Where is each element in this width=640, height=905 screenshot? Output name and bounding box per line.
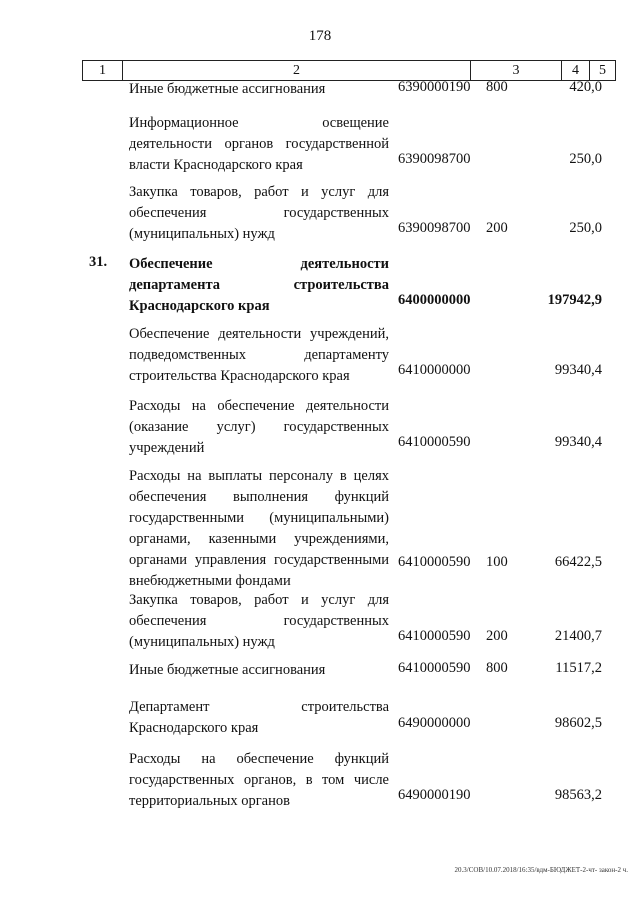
row-text: Расходы на выплаты персоналу в целях обеспечения выполнения функций государственными (муниципальными) органами, казенными учреждениями, органами управления государственными внебюджетными фондами bbox=[129, 468, 389, 589]
column-header-5: 5 bbox=[589, 61, 616, 80]
row-code: 6390000190 bbox=[398, 79, 471, 95]
row-text: Иные бюджетные ассигнования bbox=[129, 81, 326, 97]
row-text: Обеспечение деятельности департамента строительства Краснодарского края bbox=[129, 256, 389, 314]
row-amount: 250,0 bbox=[569, 151, 602, 167]
row-code: 6490000190 bbox=[398, 787, 471, 803]
row-amount: 98602,5 bbox=[554, 715, 602, 731]
row-code: 6400000000 bbox=[398, 292, 471, 308]
row-amount: 21400,7 bbox=[554, 628, 602, 644]
row-code: 6410000590 bbox=[398, 628, 471, 644]
row-amount: 11517,2 bbox=[555, 660, 602, 676]
section-number: 31. bbox=[89, 254, 108, 270]
row-type: 800 bbox=[486, 660, 508, 676]
column-header-3: 3 bbox=[470, 61, 561, 80]
page-number: 178 bbox=[308, 28, 332, 44]
row-type: 100 bbox=[486, 554, 508, 570]
column-header-row bbox=[82, 60, 616, 81]
row-code: 6390098700 bbox=[398, 151, 471, 167]
column-header-2: 2 bbox=[122, 61, 470, 80]
row-code: 6390098700 bbox=[398, 220, 471, 236]
row-type: 800 bbox=[486, 79, 508, 95]
row-text: Иные бюджетные ассигнования bbox=[129, 662, 326, 678]
row-amount: 99340,4 bbox=[554, 434, 602, 450]
row-code: 6410000000 bbox=[398, 362, 471, 378]
row-amount: 99340,4 bbox=[554, 362, 602, 378]
row-type: 200 bbox=[486, 220, 508, 236]
row-text: Департамент строительства Краснодарского края bbox=[129, 699, 389, 736]
row-code: 6410000590 bbox=[398, 434, 471, 450]
row-amount: 250,0 bbox=[569, 220, 602, 236]
row-code: 6410000590 bbox=[398, 554, 471, 570]
row-text: Обеспечение деятельности учреждений, подведомственных департаменту строительства Краснодарского края bbox=[129, 326, 389, 384]
row-amount: 66422,5 bbox=[554, 554, 602, 570]
column-header-4: 4 bbox=[561, 61, 589, 80]
row-amount: 197942,9 bbox=[547, 292, 602, 308]
row-amount: 98563,2 bbox=[554, 787, 602, 803]
footer-stamp: 20.3/СОВ/10.07.2018/16:35/вдм-БЮДЖЕТ-2-чт- закон-2 ч. bbox=[454, 866, 628, 874]
row-code: 6410000590 bbox=[398, 660, 471, 676]
row-text: Расходы на обеспечение деятельности (оказание услуг) государственных учреждений bbox=[129, 398, 389, 456]
row-text: Закупка товаров, работ и услуг для обеспечения государственных (муниципальных) нужд bbox=[129, 592, 389, 650]
row-type: 200 bbox=[486, 628, 508, 644]
row-amount: 420,0 bbox=[569, 79, 602, 95]
row-text: Информационное освещение деятельности органов государственной власти Краснодарского края bbox=[129, 115, 389, 173]
row-text: Расходы на обеспечение функций государственных органов, в том числе территориальных органов bbox=[129, 751, 389, 809]
row-text: Закупка товаров, работ и услуг для обеспечения государственных (муниципальных) нужд bbox=[129, 184, 389, 242]
column-header-1: 1 bbox=[82, 61, 122, 80]
row-code: 6490000000 bbox=[398, 715, 471, 731]
